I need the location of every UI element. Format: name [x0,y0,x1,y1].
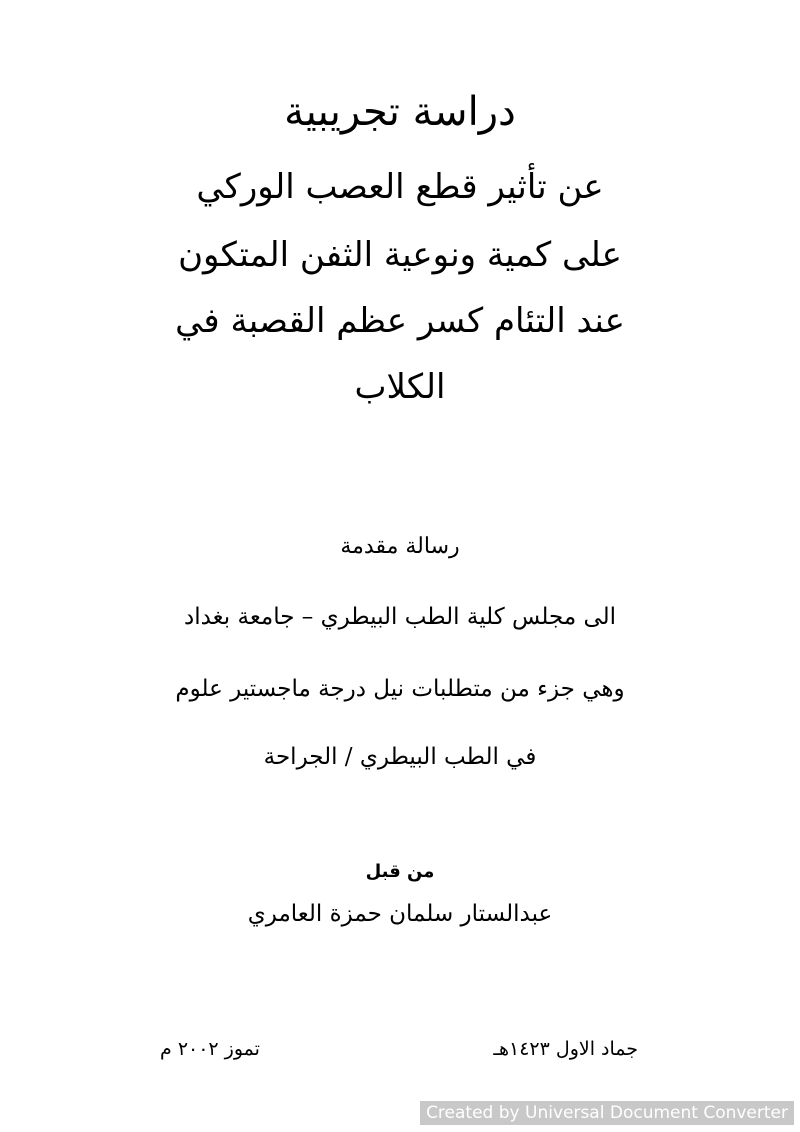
author-name: عبدالستار سلمان حمزة العامري [247,901,553,927]
hijri-date: جماد الاول ١٤٢٣هـ [493,1038,638,1060]
by-label: من قبل [365,861,435,882]
title-line-1: عن تأثير قطع العصب الوركي [196,167,604,207]
thesis-statement-line-2: الى مجلس كلية الطب البيطري – جامعة بغداد [183,604,617,630]
thesis-statement-line-4: في الطب البيطري / الجراحة [263,744,537,770]
thesis-statement-line-1: رسالة مقدمة [340,534,460,559]
thesis-statement-line-3: وهي جزء من متطلبات نيل درجة ماجستير علوم [175,676,625,702]
converter-watermark: Created by Universal Document Converter [420,1101,794,1125]
main-title: دراسة تجريبية [284,89,516,135]
title-line-3: عند التئام كسر عظم القصبة في [175,301,625,341]
gregorian-date: تموز ٢٠٠٢ م [160,1038,260,1060]
title-line-2: على كمية ونوعية الثفن المتكون [178,235,622,275]
title-line-4: الكلاب [354,367,446,407]
